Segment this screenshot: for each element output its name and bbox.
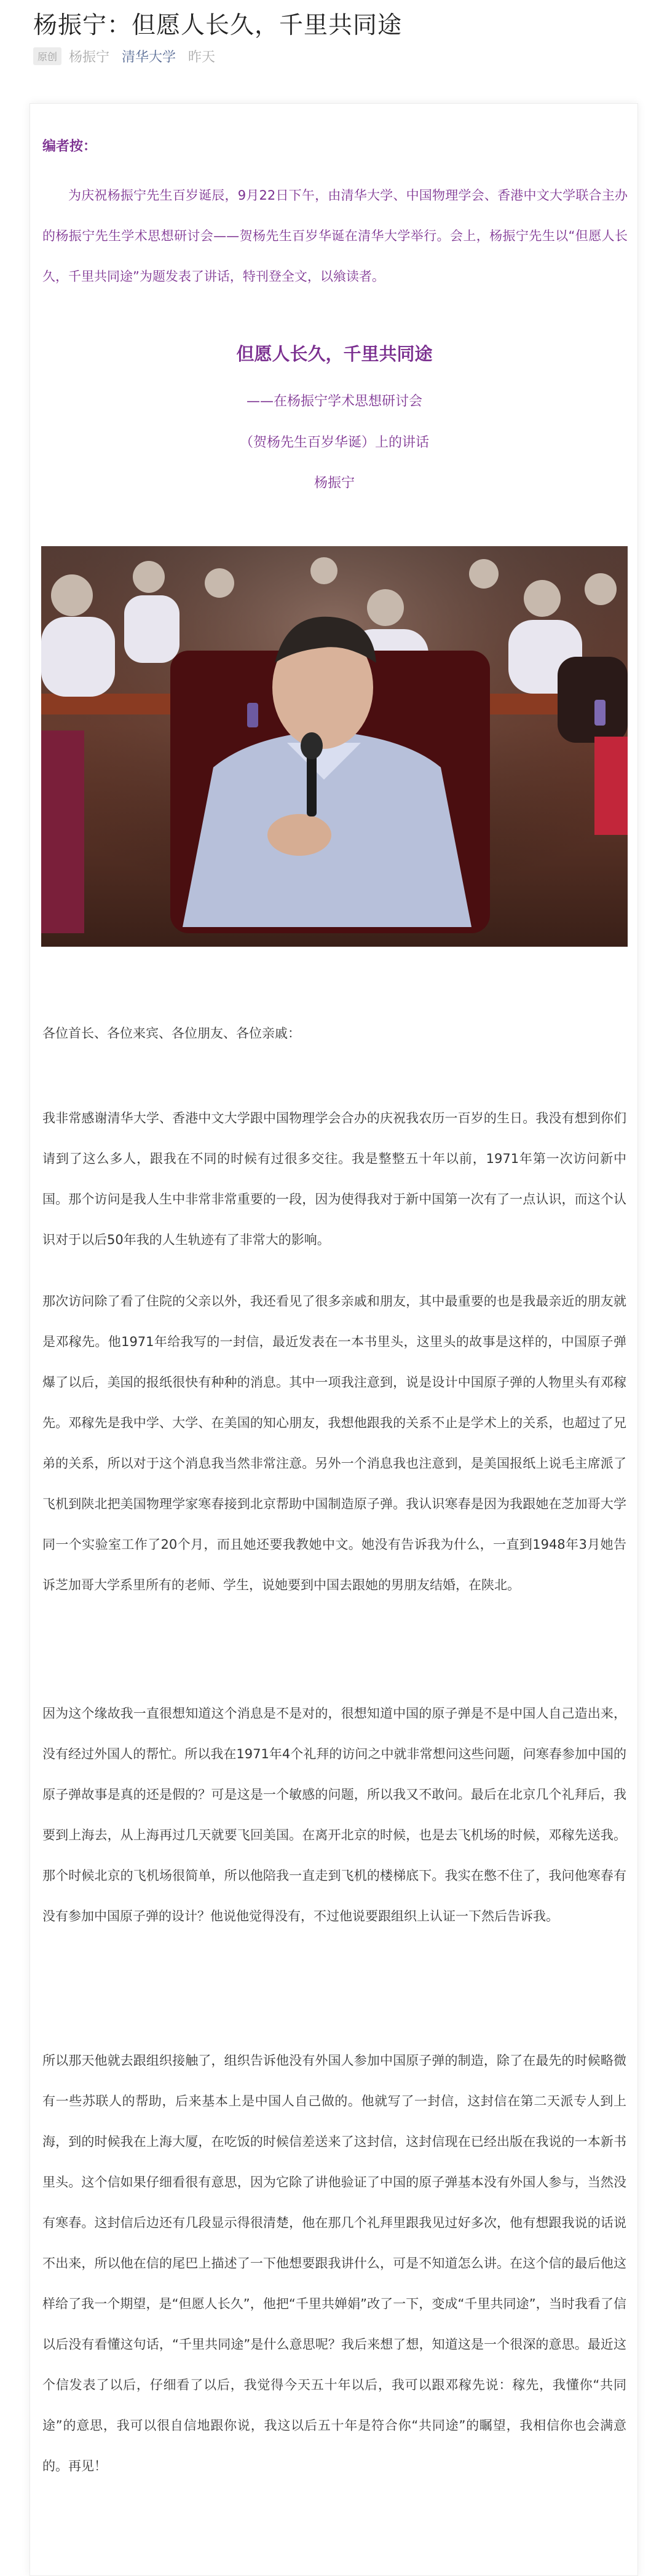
author-name: 杨振宁 (69, 49, 110, 65)
editor-note-text: 为庆祝杨振宁先生百岁诞辰，9月22日下午，由清华大学、中国物理学会、香港中文大学联合主办的杨振宁先生学术思想研讨会——贺杨先生百岁华诞在清华大学举行。会上，杨振宁先生以“但愿人长久，千里共同途”为题发表了讲话，特刊登全文，以飨读者。 (42, 188, 628, 284)
speaker-photo (41, 546, 628, 947)
speech-title: 但愿人长久，千里共同途 (236, 343, 433, 364)
editor-note-heading: 编者按： (42, 139, 97, 154)
speech-subtitle-2: （贺杨先生百岁华诞）上的讲话 (239, 435, 429, 450)
account-link[interactable]: 清华大学 (122, 49, 176, 65)
speech-subtitle-1: ——在杨振宁学术思想研讨会 (246, 394, 422, 409)
speech-paragraph-2: 那次访问除了看了住院的父亲以外，我还看见了很多亲戚和朋友，其中最重要的也是我最亲近的朋友就是邓稼先。他1971年给我写的一封信，最近发表在一本书里头，这里头的故事是这样的，中国原子弹爆了以后，美国的报纸很快有种种的消息。其中一项我注意到，说是设计中国原子弹的人物里头有邓稼先。邓稼先是我中学、大学、在美国的知心朋友，我想他跟我的关系不止是学术上的关系，也超过了兄弟的关系，所以对于这个消息我当然非常注意。另外一个消息我也注意到，是美国报纸上说毛主席派了飞机到陕北把美国物理学家寒春接到北京帮助中国制造原子弹。我认识寒春是因为我跟她在芝加哥大学同一个实验室工作了20个月，而且她还要我教她中文。她没有告诉我为什么，一直到1948年3月她告诉芝加哥大学系里所有的老师、学生，说她要到中国去跟她的男朋友结婚，在陕北。 (42, 1294, 626, 1592)
speech-paragraph-3: 因为这个缘故我一直很想知道这个消息是不是对的，很想知道中国的原子弹是不是中国人自己造出来，没有经过外国人的帮忙。所以我在1971年4个礼拜的访问之中就非常想问这些问题，问寒春参加中国的原子弹故事是真的还是假的？可是这是一个敏感的问题，所以我又不敢问。最后在北京几个礼拜后，我要到上海去，从上海再过几天就要飞回美国。在离开北京的时候，也是去飞机场的时候，邓稼先送我。那个时候北京的飞机场很简单，所以他陪我一直走到飞机的楼梯底下。我实在憋不住了，我问他寒春有没有参加中国原子弹的设计？他说他觉得没有，不过他说要跟组织上认证一下然后告诉我。 (42, 1706, 626, 1924)
article-title: 杨振宁：但愿人长久，千里共同途 (33, 12, 403, 39)
speech-greeting: 各位首长、各位来宾、各位朋友、各位亲戚： (42, 1026, 301, 1041)
speaker-photo-image (41, 546, 628, 947)
article-body-card (30, 103, 638, 2576)
article-meta (33, 45, 215, 66)
publish-date: 昨天 (188, 49, 216, 65)
speech-paragraph-4: 所以那天他就去跟组织接触了，组织告诉他没有外国人参加中国原子弹的制造，除了在最先的时候略微有一些苏联人的帮助，后来基本上是中国人自己做的。他就写了一封信，这封信在第二天派专人到上海，到的时候我在上海大厦，在吃饭的时候信差送来了这封信，这封信现在已经出版在我说的一本新书里头。这个信如果仔细看很有意思，因为它除了讲他验证了中国的原子弹基本没有外国人参与，当然没有寒春。这封信后边还有几段显示得很清楚，他在那几个礼拜里跟我见过好多次，他有想跟我说的话说不出来，所以他在信的尾巴上描述了一下他想要跟我讲什么，可是不知道怎么讲。在这个信的最后他这样给了我一个期望，是“但愿人长久”，他把“千里共婵娟”改了一下，变成“千里共同途”，当时我看了信以后没有看懂这句话，“千里共同途”是什么意思呢？我后来想了想，知道这是一个很深的意思。最近这个信发表了以后，仔细看了以后，我觉得今天五十年以后，我可以跟邓稼先说：稼先，我懂你“共同途”的意思，我可以很自信地跟你说，我这以后五十年是符合你“共同途”的瞩望，我相信你也会满意的。再见！ (42, 2053, 626, 2473)
original-tag: 原创 (33, 47, 61, 65)
speaker-name: 杨振宁 (314, 476, 355, 491)
speech-paragraph-1: 我非常感谢清华大学、香港中文大学跟中国物理学会合办的庆祝我农历一百岁的生日。我没有想到你们请到了这么多人，跟我在不同的时候有过很多交往。我是整整五十年以前，1971年第一次访问新中国。那个访问是我人生中非常非常重要的一段，因为使得我对于新中国第一次有了一点认识，而这个认识对于以后50年我的人生轨迹有了非常大的影响。 (42, 1111, 626, 1247)
